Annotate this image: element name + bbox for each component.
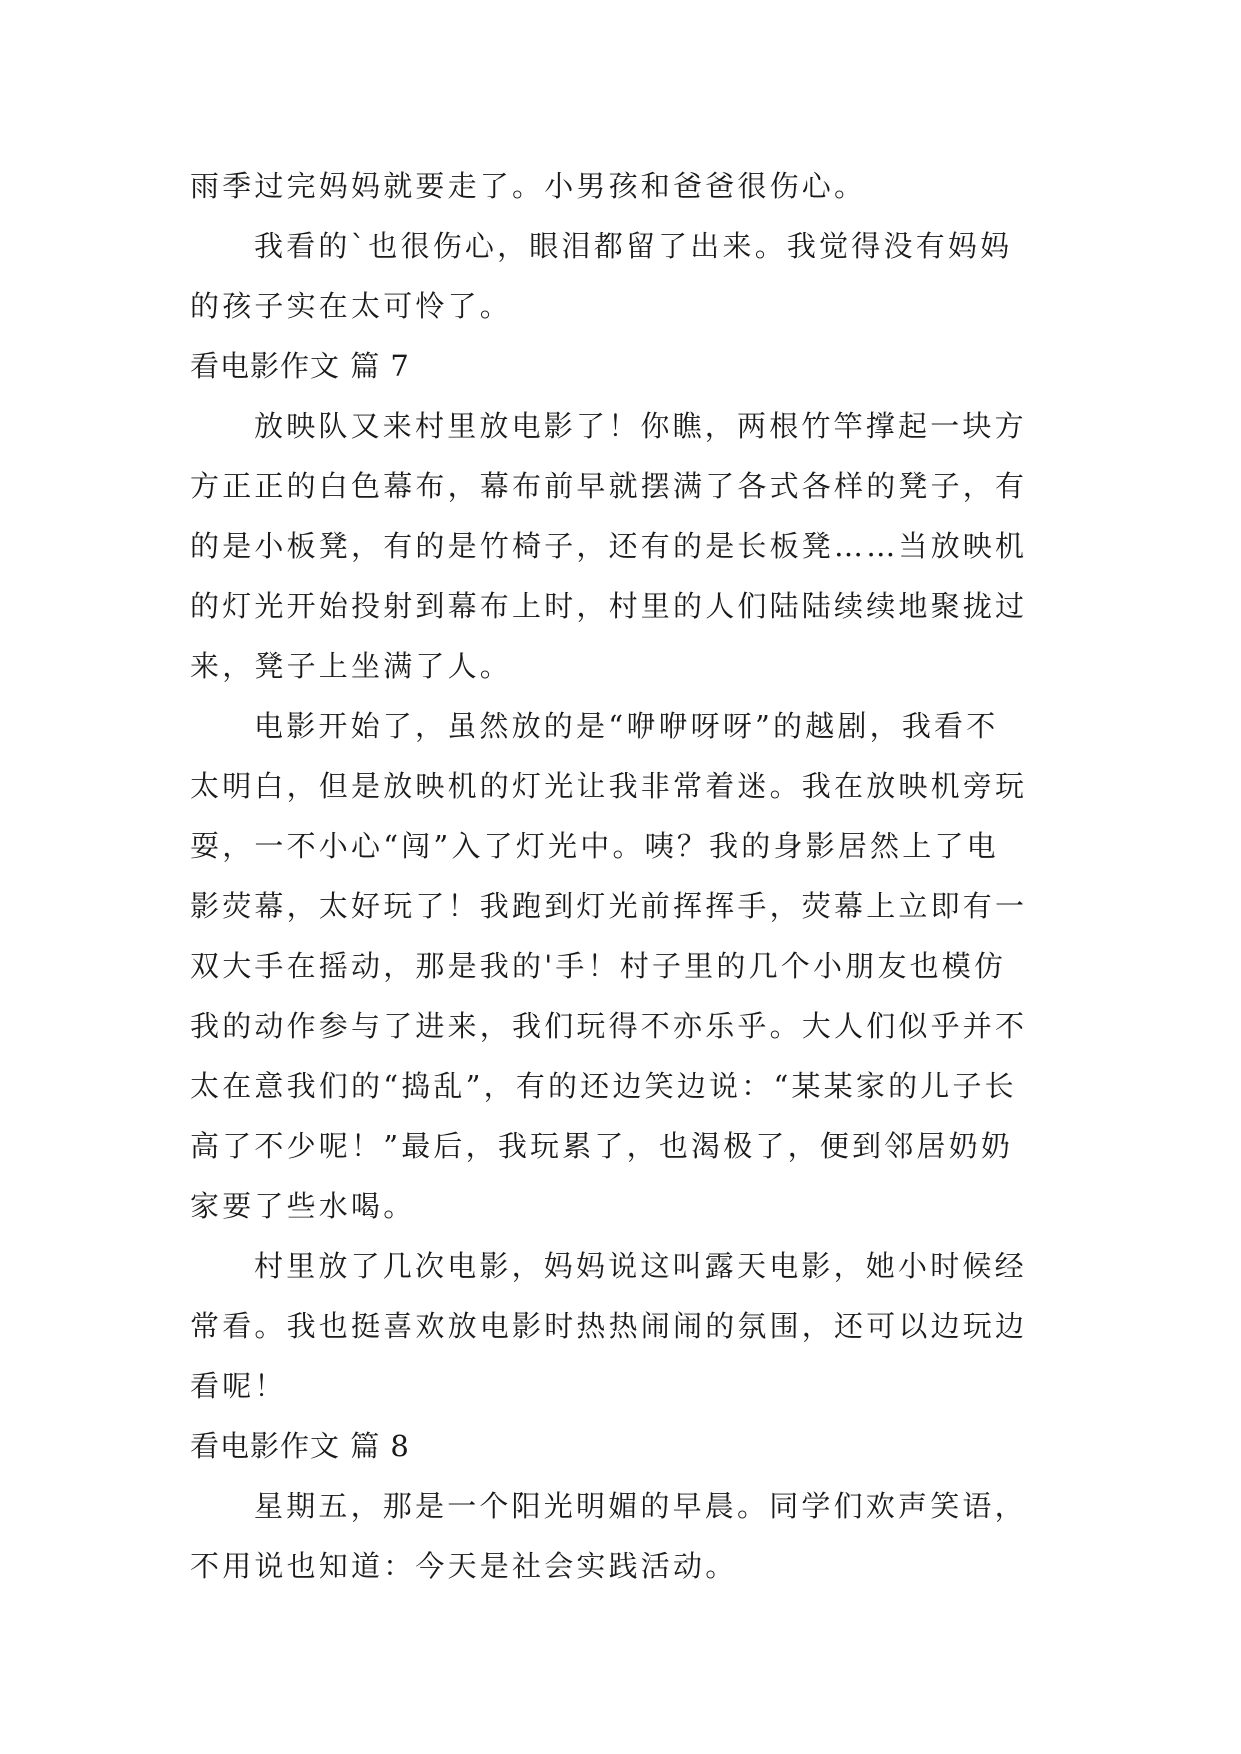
text-line: 放映队又来村里放电影了！你瞧，两根竹竿撑起一块方 [254, 409, 1027, 443]
text-line: 电影开始了，虽然放的是“咿咿呀呀”的越剧，我看不 [254, 709, 999, 743]
text-line: 不用说也知道：今天是社会实践活动。 [190, 1549, 738, 1583]
text-line: 影荧幕，太好玩了！我跑到灯光前挥挥手，荧幕上立即有一 [190, 889, 1028, 923]
text-line: 太在意我们的“捣乱”，有的还边笑边说：“某某家的儿子长 [190, 1069, 1017, 1103]
text-line: 来，凳子上坐满了人。 [190, 649, 513, 683]
document-body [190, 156, 1052, 1596]
text-line: 双大手在摇动，那是我的'手！村子里的几个小朋友也模仿 [190, 949, 1007, 983]
text-line: 看呢！ [190, 1369, 287, 1403]
text-line: 太明白，但是放映机的灯光让我非常着迷。我在放映机旁玩 [190, 769, 1028, 803]
text-line: 村里放了几次电影，妈妈说这叫露天电影，她小时候经 [254, 1249, 1027, 1283]
text-line: 的孩子实在太可怜了。 [190, 289, 513, 323]
text-line: 的灯光开始投射到幕布上时，村里的人们陆陆续续地聚拢过 [190, 589, 1028, 623]
section-heading: 看电影作文 篇 7 [190, 349, 410, 383]
text-line: 耍，一不小心“闯”入了灯光中。咦？我的身影居然上了电 [190, 829, 999, 863]
text-line: 我的动作参与了进来，我们玩得不亦乐乎。大人们似乎并不 [190, 1009, 1028, 1043]
text-line: 常看。我也挺喜欢放电影时热热闹闹的氛围，还可以边玩边 [190, 1309, 1028, 1343]
text-line: 高了不少呢！”最后，我玩累了，也渴极了，便到邻居奶奶 [190, 1129, 1014, 1163]
text-line: 我看的`也很伤心，眼泪都留了出来。我觉得没有妈妈 [254, 229, 1013, 263]
section-heading: 看电影作文 篇 8 [190, 1429, 410, 1463]
text-line: 家要了些水喝。 [190, 1189, 416, 1223]
text-line: 的是小板凳，有的是竹椅子，还有的是长板凳……当放映机 [190, 529, 1028, 563]
text-line: 方正正的白色幕布，幕布前早就摆满了各式各样的凳子，有 [190, 469, 1028, 503]
text-line: 星期五，那是一个阳光明媚的早晨。同学们欢声笑语， [254, 1489, 1027, 1523]
text-line: 雨季过完妈妈就要走了。小男孩和爸爸很伤心。 [190, 169, 867, 203]
